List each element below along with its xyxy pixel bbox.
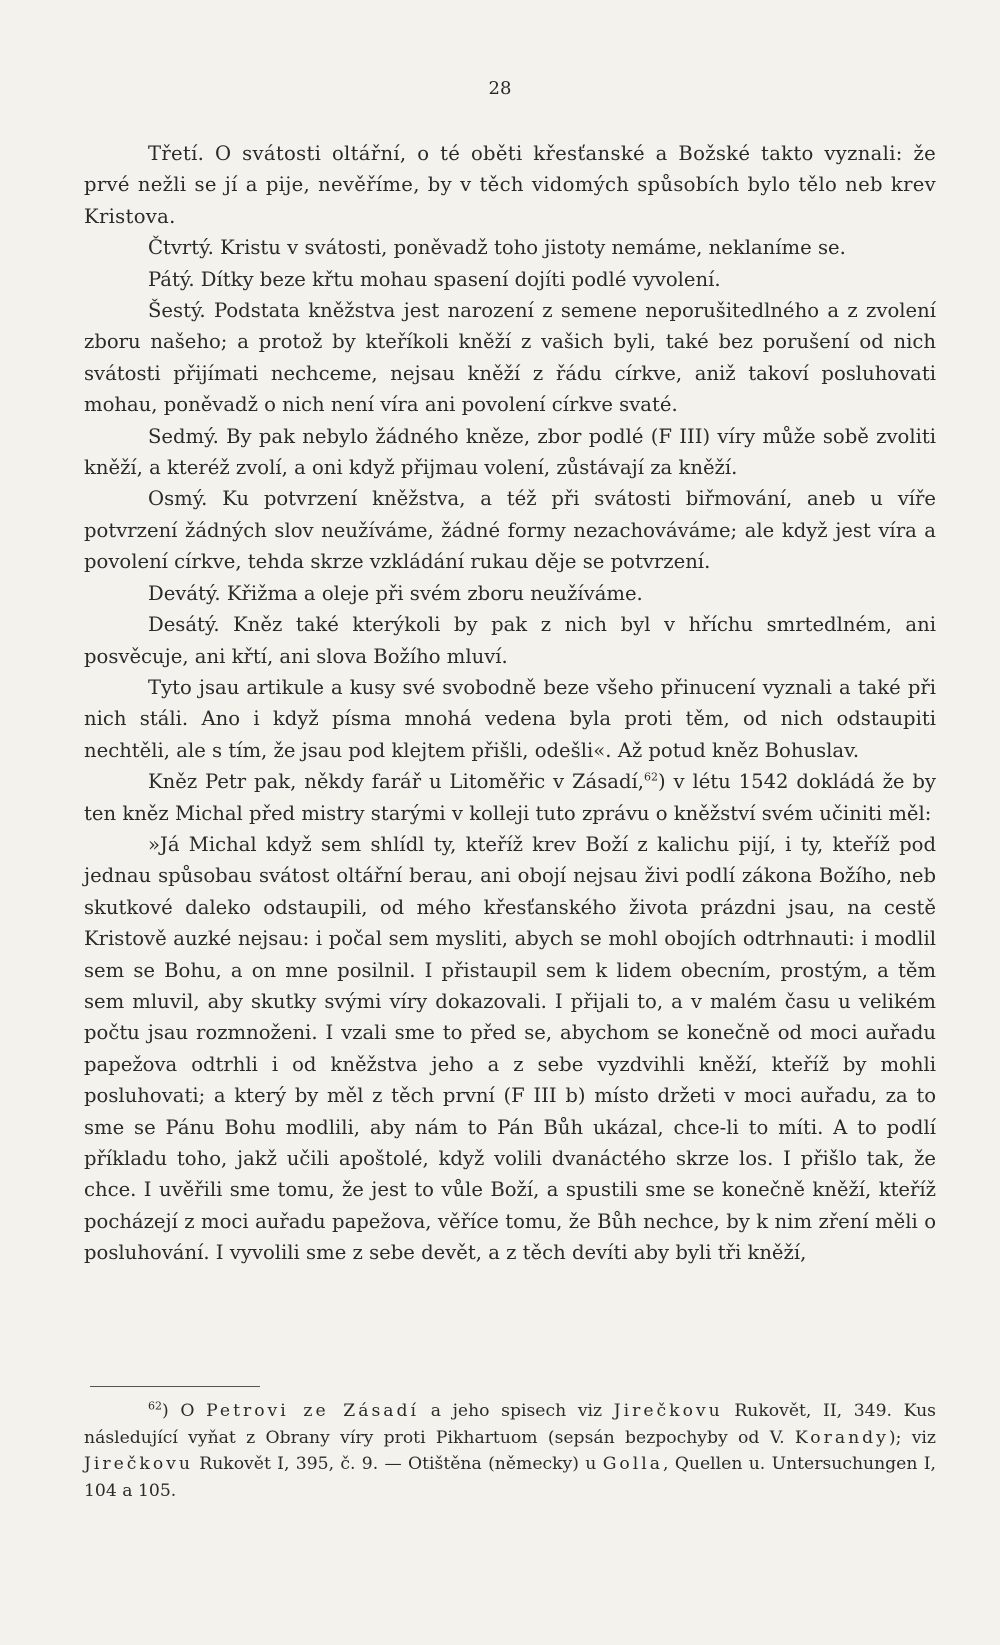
footnote-spaced-name: Golla: [602, 1454, 664, 1474]
footnote-part: ) O: [162, 1401, 207, 1421]
footnote-divider: [90, 1386, 260, 1387]
paragraph-article-9: Devátý. Křižma a oleje při svém zboru neužíváme.: [148, 581, 643, 605]
paragraph-petr-text-b: ) v létu 1542 dokládá že by ten kněz Michal před mistry starými v kolleji tuto zprávu o kněžství svém učiniti měl:: [84, 770, 936, 825]
paragraph-article-3: Třetí. O svátosti oltářní, o té oběti křesťanské a Božské takto vyznali: že prvé nežli se jí a pije, nevěříme, by v těch vidomých spůsobích bylo tělo neb krev Kristova.: [84, 142, 936, 228]
footnote-part: , Quellen u. Untersuchungen I, 104 a 105.: [84, 1454, 936, 1501]
paragraph-petr: [84, 766, 936, 829]
footnote-text: [84, 1398, 936, 1504]
paragraph-petr-text-a: Kněz Petr pak, někdy farář u Litoměřic v Zásadí,: [148, 770, 645, 794]
footnote: [84, 1398, 936, 1504]
footnote-part: Rukovět, II, 349. Kus následující vyňat z Obrany víry proti Pikhartuom (sepsán bezpochyby od V.: [84, 1401, 936, 1448]
footnote-part: a jeho spisech viz: [419, 1401, 614, 1421]
paragraph-article-10: Desátý. Kněz také kterýkoli by pak z nich byl v hříchu smrtedlném, ani posvěcuje, ani křtí, ani slova Božího mluví.: [84, 613, 936, 668]
footnote-reference: 62: [644, 770, 659, 784]
paragraph-michal-quote: »Já Michal když sem shlídl ty, kteříž krev Boží z kalichu pijí, i ty, kteříž pod jednau spůsobau svátost oltářní berau, ani obojí nejsau živi podlí zákona Božího, neb skutkové daleko odstaupili, od mého křesťanského života prázdni jsau, na cestě Kristově auzké nejsau: i počal sem mysliti, abych se mohl obojích odtrhnauti: i modlil sem se Bohu, a on mne posilnil. I přistaupil sem k lidem obecním, prostým, a těm sem mluvil, aby skutky svými víry dokazovali. I přijali to, a v malém času u velikém počtu jsau rozmnoženi. I vzali sme to před se, abychom se konečně od moci auřadu papežova odtrhli i od kněžstva jeho a z sebe vyzdvihli kněží, kteříž by mohli posluhovati; a který by měl z těch první (F III b) místo držeti v moci auřadu, za to sme se Pánu Bohu modlili, aby nám to Pán Bůh ukázal, chce-li to míti. A to podlí příkladu toho, jakž učili apoštolé, když volili dvanáctého skrze los. I přišlo tak, že chce. I uvěřili sme tomu, že jest to vůle Boží, a spustili sme se konečně kněží, kteříž pocházejí z moci auřadu papežova, věříce tomu, že Bůh nechce, by k nim zření měli o posluhování. I vyvolili sme z sebe devět, a z těch devíti aby byli tři kněží,: [84, 832, 936, 1265]
footnote-spaced-name: Jirečkovu: [84, 1454, 193, 1474]
paragraph-article-5: Pátý. Dítky beze křtu mohau spasení dojíti podlé vyvolení.: [148, 267, 721, 291]
footnote-mark: 62: [148, 1399, 162, 1413]
footnote-spaced-name: Jirečkovu: [613, 1401, 723, 1421]
paragraph-article-8: Osmý. Ku potvrzení kněžstva, a též při svátosti biřmování, aneb u víře potvrzení žádných slov neužíváme, žádné formy nezachováváme; ale když jest víra a povolení církve, tehda skrze vzkládání rukau děje se potvrzení.: [84, 487, 936, 574]
footnote-part: Rukovět I, 395, č. 9. — Otištěna (německy) u: [192, 1454, 603, 1474]
paragraph-article-6: Šestý. Podstata kněžstva jest narození z semene neporušitedlného a z zvolení zboru našeho; a protož by kteříkoli kněží z vašich byli, také bez porušení od nich svátosti přijímati nechceme, nejsau kněží z řádu církve, aniž takoví posluhovati mohau, poněvadž o nich není víra ani povolení církve svaté.: [84, 299, 936, 417]
footnote-part: ); viz: [888, 1427, 936, 1448]
paragraph-article-4: Čtvrtý. Kristu v svátosti, poněvadž toho jistoty nemáme, neklaníme se.: [148, 236, 846, 260]
body-text: [84, 138, 936, 1269]
footnote-spaced-name: Petrovi ze Zásadí: [206, 1401, 420, 1421]
footnote-spaced-name: Korandy: [794, 1427, 889, 1448]
paragraph-article-7: Sedmý. By pak nebylo žádného kněze, zbor podlé (F III) víry může sobě zvoliti kněží, a kteréž zvolí, a oni když přijmau volení, zůstávají za kněží.: [84, 424, 936, 480]
page-number: 28: [488, 78, 512, 99]
paragraph-conclusion: Tyto jsau artikule a kusy své svobodně beze všeho přinucení vyznali a také při nich stáli. Ano i když písma mnohá vedena byla proti těm, od nich odstaupiti nechtěli, ale s tím, že jsau pod klejtem přišli, odešli«. Až potud kněz Bohuslav.: [84, 675, 936, 762]
